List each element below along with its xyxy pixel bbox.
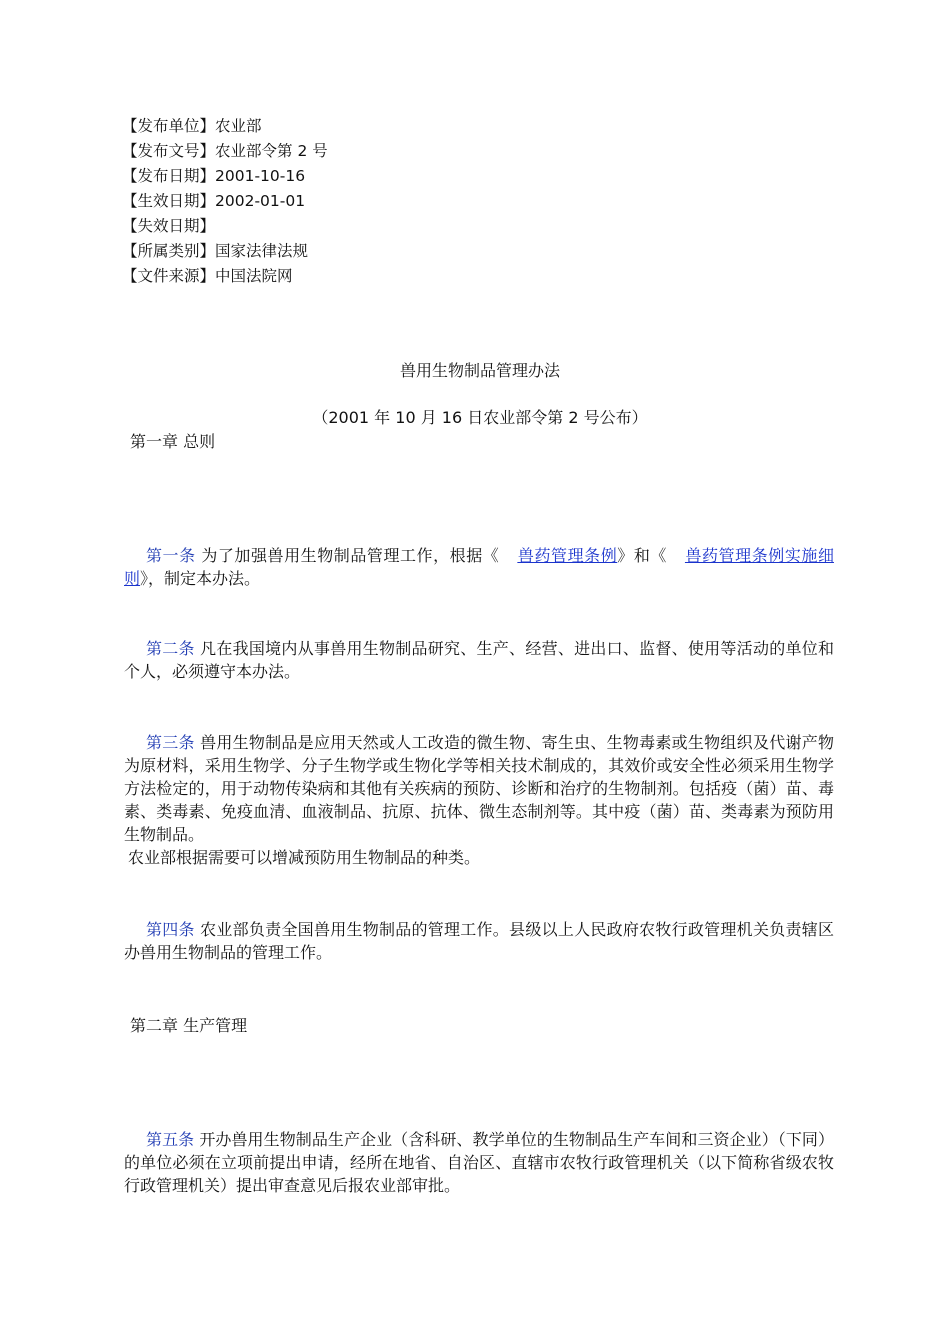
article-number: 第三条 — [146, 733, 195, 752]
article-1: 第一条 为了加强兽用生物制品管理工作，根据《 兽药管理条例》和《 兽药管理条例实施细则》，制定本办法。 — [124, 546, 834, 588]
meta-category: 【所属类别】国家法律法规 — [122, 242, 309, 260]
meta-expiry-date: 【失效日期】 — [122, 217, 216, 235]
document-subtitle: （2001 年 10 月 16 日农业部令第 2 号公布） — [312, 408, 648, 427]
article-3: 第三条 兽用生物制品是应用天然或人工改造的微生物、寄生虫、生物毒素或生物组织及代谢产物为原材料，采用生物学、分子生物学或生物化学等相关技术制成的，其效价或安全性必须采用生物学方法检定的，用于动物传染病和其他有关疾病的预防、诊断和治疗的生物制剂。包括疫（菌）苗、毒素、类毒素、免疫血清、血液制品、抗原、抗体、微生态制剂等。其中疫（菌）苗、类毒素为预防用生物制品。 农业部根据需要可以增减预防用生物制品的种类。 — [124, 733, 834, 867]
meta-doc-number: 【发布文号】农业部令第 2 号 — [122, 142, 328, 160]
document-title: 兽用生物制品管理办法 — [399, 361, 560, 380]
link-veterinary-drug-regulations-rules[interactable]: 兽药管理条例实施细则 — [124, 546, 834, 588]
article-number: 第五条 — [146, 1130, 195, 1149]
chapter-1-heading: 第一章 总则 — [130, 432, 216, 451]
meta-issue-date: 【发布日期】2001-10-16 — [122, 167, 306, 185]
link-veterinary-drug-regulations[interactable]: 兽药管理条例 — [517, 546, 618, 565]
article-3-paragraph-2: 农业部根据需要可以增减预防用生物制品的种类。 — [128, 848, 481, 867]
meta-source: 【文件来源】中国法院网 — [122, 267, 293, 285]
article-number: 第一条 — [146, 546, 196, 565]
article-4: 第四条 农业部负责全国兽用生物制品的管理工作。县级以上人民政府农牧行政管理机关负责辖区办兽用生物制品的管理工作。 — [124, 920, 834, 962]
article-number: 第二条 — [146, 639, 195, 658]
article-2: 第二条 凡在我国境内从事兽用生物制品研究、生产、经营、进出口、监督、使用等活动的单位和个人，必须遵守本办法。 — [124, 639, 834, 681]
chapter-2-heading: 第二章 生产管理 — [130, 1016, 248, 1035]
meta-effective-date: 【生效日期】2002-01-01 — [122, 192, 306, 210]
document-metadata — [122, 114, 328, 289]
article-5: 第五条 开办兽用生物制品生产企业（含科研、教学单位的生物制品生产车间和三资企业）（下同）的单位必须在立项前提出申请，经所在地省、自治区、直辖市农牧行政管理机关（以下简称省级农牧行政管理机关）提出审查意见后报农业部审批。 — [124, 1130, 834, 1195]
meta-issuer: 【发布单位】农业部 — [122, 117, 262, 135]
article-number: 第四条 — [146, 920, 195, 939]
